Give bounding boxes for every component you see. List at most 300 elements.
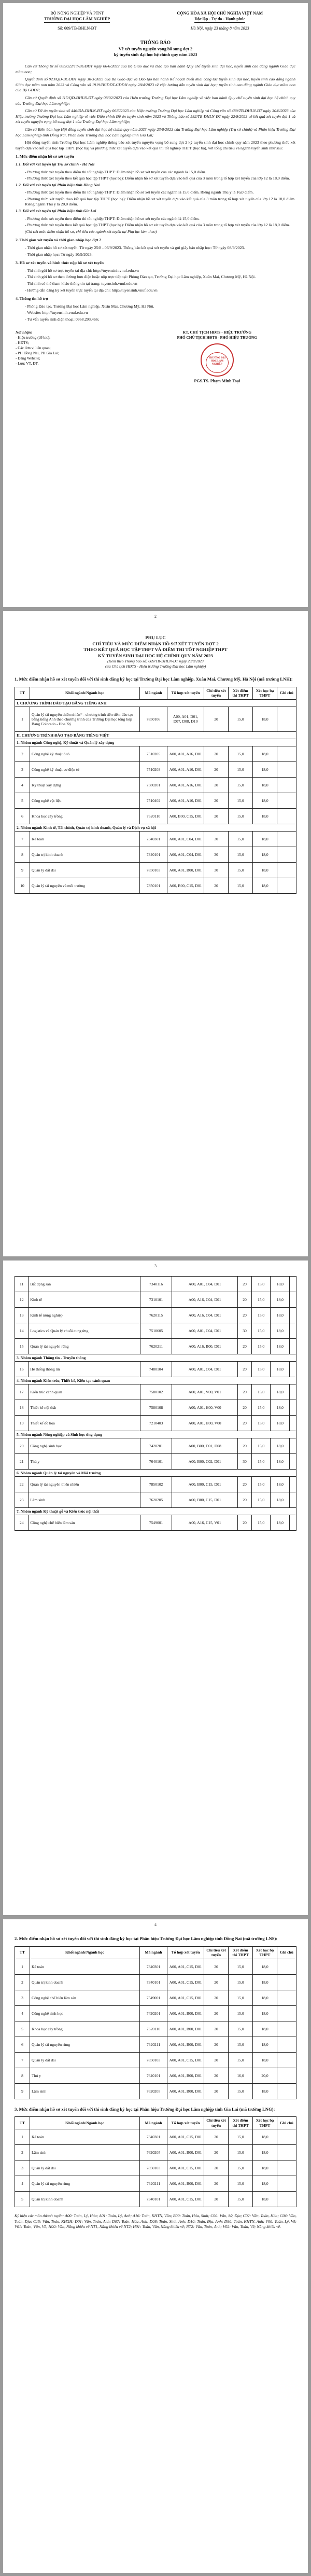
row-number: 9	[15, 2083, 30, 2099]
row-number: 1	[15, 2129, 30, 2145]
min-score-transcript: 18,0	[253, 2176, 277, 2192]
major-name: Quản lý tài nguyên và môi trường	[30, 878, 140, 893]
subject-combination: A00, A01, C04, D01	[167, 847, 204, 862]
min-score-transcript: 18,0	[253, 761, 277, 777]
major-code: 7310101	[140, 1292, 172, 1308]
table-header-row	[15, 687, 296, 699]
column-header: Khối ngành/Ngành học	[30, 1946, 140, 1959]
major-code: 7620110	[140, 2021, 167, 2037]
major-code: 7640101	[140, 2068, 167, 2083]
min-score-transcript: 18,0	[271, 1454, 290, 1470]
major-code: 7580201	[140, 777, 167, 793]
row-number: 3	[15, 1990, 30, 2005]
min-score-transcript: 18,0	[253, 793, 277, 808]
table-group-row	[15, 1508, 296, 1515]
annex-page-3	[3, 1261, 308, 1915]
group-heading: 1. Nhóm ngành Công nghệ, Kỹ thuật và Quản lý xây dựng	[15, 739, 296, 746]
major-code: 7340101	[140, 2192, 167, 2207]
min-score-exam: 15,0	[229, 847, 253, 862]
recipient-item: - HĐTS;	[16, 340, 29, 345]
quota: 20	[238, 1292, 251, 1308]
table-row	[15, 1292, 296, 1308]
table-group-row	[15, 1470, 296, 1477]
list-item: - Phương thức xét tuyển theo điểm thi tốt nghiệp THPT: Điểm nhận hồ sơ xét tuyển của các ngành là 15,0 điểm.	[25, 169, 206, 174]
list-item: - Phương thức xét tuyển theo điểm thi tốt nghiệp THPT: Điểm nhận hồ sơ xét tuyển các ngành là 15,0 điểm. Riêng ngành Thú y là 16,0 điểm.	[25, 190, 254, 195]
min-score-transcript: 18,0	[253, 2083, 277, 2099]
major-name: Thú y	[30, 2068, 140, 2083]
min-score-transcript: 18,0	[253, 2129, 277, 2145]
table-row	[15, 1308, 296, 1323]
major-name: Quản lý đất đai	[30, 2052, 140, 2068]
major-code: 7620211	[140, 2037, 167, 2052]
major-name: Kế toán	[30, 2129, 140, 2145]
subject-combination: A00, A01, B00, D01	[167, 2176, 204, 2192]
subject-combination: A00, A16, C04, D01	[172, 1308, 237, 1323]
section-heading: 4. Thông tin hỗ trợ	[16, 296, 48, 301]
subject-combination: A00, A01, B00, D01	[167, 2083, 204, 2099]
quota: 20	[238, 1339, 251, 1354]
min-score-exam: 15,0	[251, 1384, 271, 1400]
min-score-transcript: 18,0	[253, 2052, 277, 2068]
annex-reference: của Chủ tịch HĐTS - Hiệu trưởng Trường Đại học Lâm nghiệp)	[105, 664, 206, 669]
min-score-transcript: 18,0	[253, 808, 277, 824]
subject-combination: A00, A16, C15, V01	[172, 1515, 237, 1531]
quota: 20	[204, 746, 229, 761]
table-row	[15, 2192, 296, 2207]
subject-combination: A00, A16, C04, D01	[172, 1292, 237, 1308]
major-name: Kỹ thuật xây dựng	[30, 777, 140, 793]
major-name: Quản trị kinh doanh	[30, 847, 140, 862]
table-row	[15, 2083, 296, 2099]
subject-combination: A00, A01, B00, D01	[167, 2021, 204, 2037]
quota: 20	[204, 2145, 229, 2160]
list-item: - Thời gian nhận hồ sơ xét tuyển: Từ ngày 25/8 - 06/9/2023. Thông báo kết quả xét tuyển và gửi giấy báo nhập học: Từ ngày 08/9/2023.	[25, 245, 245, 251]
min-score-transcript: 18,0	[271, 1323, 290, 1339]
min-score-exam: 15,0	[229, 1959, 253, 1974]
quota: 20	[238, 1384, 251, 1400]
major-name: Công nghệ chế biến lâm sản	[29, 1515, 140, 1531]
quota: 20	[204, 2005, 229, 2021]
min-score-transcript: 18,0	[271, 1492, 290, 1508]
note-cell	[290, 1362, 296, 1377]
row-number: 14	[15, 1323, 29, 1339]
major-code: 7620211	[140, 1339, 172, 1354]
subject-combination: A00, A01, C15, D01	[167, 1959, 204, 1974]
major-code: 7620205	[140, 1492, 172, 1508]
quota: 20	[238, 1308, 251, 1323]
quota: 20	[204, 793, 229, 808]
min-score-exam: 15,0	[229, 2052, 253, 2068]
note-cell	[277, 1974, 296, 1990]
table-row	[15, 1339, 296, 1354]
min-score-exam: 15,0	[229, 2129, 253, 2145]
subject-combination: A00, B00, C15, D01	[172, 1477, 237, 1492]
note-cell	[277, 847, 296, 862]
major-name: Hệ thống thông tin	[29, 1362, 140, 1377]
table-row	[15, 862, 296, 878]
annex-reference: (Chi tiết mức điểm nhận hồ sơ, chỉ tiêu các ngành xét tuyển tại Phụ lục kèm theo)	[25, 229, 157, 234]
min-score-exam: 15,0	[229, 2021, 253, 2037]
section-heading: 2. Thời gian xét tuyển và thời gian nhập học đợt 2	[16, 238, 102, 243]
min-score-exam: 15,0	[229, 1990, 253, 2005]
notice-subtitle-1: Về xét tuyển nguyện vọng bổ sung đợt 2	[118, 47, 193, 51]
annex-line: THEO KẾT QUẢ HỌC TẬP THPT VÀ ĐIỂM THI TỐT NGHIỆP THPT	[83, 647, 228, 652]
table-row	[15, 1974, 296, 1990]
table-row	[15, 1477, 296, 1492]
admission-table-dong-nai	[15, 1946, 296, 2099]
major-code: 7620110	[140, 808, 167, 824]
min-score-exam: 15,0	[229, 761, 253, 777]
row-number: 4	[15, 777, 30, 793]
subject-combination: A00, A01, B00, D01	[167, 2005, 204, 2021]
table-group-row	[15, 739, 296, 746]
note-cell	[277, 2176, 296, 2192]
major-code: 7850106	[140, 707, 167, 731]
min-score-transcript: 18,0	[271, 1277, 290, 1292]
document-number: Số: 609/TB-ĐHLN-ĐT	[58, 26, 97, 31]
major-code: 7420201	[140, 1438, 172, 1454]
major-name: Công nghệ vật liệu	[30, 793, 140, 808]
major-code: 7340101	[140, 1974, 167, 1990]
min-score-exam: 15,0	[251, 1362, 271, 1377]
intro-paragraph: Hội đồng tuyển sinh Trường Đại học Lâm nghiệp thông báo xét tuyển nguyện vọng bổ sung đợt 2 kỳ tuyển sinh đại học chính quy năm 2023 theo phương thức xét tuyển dựa vào kết quả học tập THPT (học bạ) và phương thức xét tuyển dựa vào kết quả thi tốt nghiệp THPT (học bạ), với tổng chỉ tiêu và ngành tuyển sinh như sau:	[16, 140, 295, 150]
row-number: 2	[15, 746, 30, 761]
min-score-transcript: 18,0	[253, 1974, 277, 1990]
min-score-transcript: 20,0	[253, 2068, 277, 2083]
page-number: 4	[154, 1922, 157, 1927]
note-cell	[277, 862, 296, 878]
min-score-transcript: 18,0	[253, 2192, 277, 2207]
subject-combination: A00, A01, B00, D01	[167, 2068, 204, 2083]
quota: 20	[238, 1515, 251, 1531]
note-cell	[277, 2145, 296, 2160]
quota: 20	[204, 2021, 229, 2037]
table-group-row	[15, 824, 296, 831]
subsection-heading: 1.1. Đối với xét tuyển tại Trụ sở chính - Hà Nội	[16, 161, 95, 167]
quota: 20	[238, 1438, 251, 1454]
min-score-exam: 15,0	[251, 1454, 271, 1470]
note-cell	[290, 1492, 296, 1508]
quota: 20	[204, 2037, 229, 2052]
table-row	[15, 2145, 296, 2160]
admission-table-main-campus-cont	[15, 1276, 296, 1531]
min-score-exam: 16,0	[229, 2068, 253, 2083]
recipient-item: - Các đơn vị liên quan;	[16, 345, 51, 350]
column-header: TT	[15, 687, 30, 699]
min-score-transcript: 18,0	[253, 2005, 277, 2021]
note-cell	[290, 1438, 296, 1454]
table-row	[15, 1438, 296, 1454]
list-item: - Hướng dẫn đăng ký xét tuyển trực tuyến tại địa chỉ: http://tuyensinh.vnuf.edu.vn	[25, 287, 158, 293]
major-name: Quản lý tài nguyên rừng	[30, 2176, 140, 2192]
column-header: Chỉ tiêu xét tuyển	[204, 687, 229, 699]
table-row	[15, 2052, 296, 2068]
note-cell	[277, 2005, 296, 2021]
row-number: 19	[15, 1416, 29, 1431]
table-row	[15, 1990, 296, 2005]
major-code: 7340301	[140, 1959, 167, 1974]
page-number: 2	[154, 614, 157, 619]
major-code: 7620205	[140, 2145, 167, 2160]
major-name: Lâm sinh	[30, 2083, 140, 2099]
table-row	[15, 746, 296, 761]
min-score-exam: 15,0	[229, 2192, 253, 2207]
note-cell	[277, 761, 296, 777]
column-header: Xét điểm thi THPT	[229, 2117, 253, 2129]
min-score-exam: 15,0	[251, 1277, 271, 1292]
note-cell	[290, 1400, 296, 1416]
note-cell	[290, 1454, 296, 1470]
annex-line: CHỈ TIÊU VÀ MỨC ĐIỂM NHẬN HỒ SƠ XÉT TUYỂN ĐỢT 2	[92, 641, 219, 646]
major-name: Quản lý tài nguyên rừng	[30, 2037, 140, 2052]
table-row	[15, 1959, 296, 1974]
note-cell	[290, 1308, 296, 1323]
note-cell	[277, 2192, 296, 2207]
subject-combination: A00, A01, H00, V00	[172, 1416, 237, 1431]
min-score-exam: 15,0	[229, 1974, 253, 1990]
major-code: 7850103	[140, 862, 167, 878]
min-score-transcript: 18,0	[271, 1362, 290, 1377]
subject-combination: A00, B00, D01, D08	[172, 1438, 237, 1454]
legal-basis: Căn cứ Đề án tuyển sinh số 446/ĐA-ĐHLN-ĐT ngày 06/6/2023 của Hiệu trưởng Trường Đại học Lâm nghiệp và Công văn số 489/TB-ĐHLN-ĐT ngày 30/6/2023 của Hiệu trưởng Trường Đại học Lâm nghiệp về việc Điều chỉnh Đề án tuyển sinh năm 2023 và Thông báo số 582/TB-ĐHLN-ĐT ngày 22/8/2023 về kết quả xét tuyển đợt 1 và xét tuyển nguyện vọng bổ sung đợt 1 của Trường Đại học Lâm nghiệp;	[16, 108, 295, 124]
subsection-heading: 1.2. Đối với xét tuyển tại Phân hiệu tỉnh Đồng Nai	[16, 182, 100, 187]
column-header: Xét điểm thi THPT	[229, 1946, 253, 1959]
group-heading: 7. Nhóm ngành Kỹ thuật gỗ và Kiến trúc nội thất	[15, 1508, 296, 1515]
quota: 20	[238, 1362, 251, 1377]
major-name: Thiết kế đồ họa	[29, 1416, 140, 1431]
min-score-exam: 15,0	[229, 793, 253, 808]
min-score-exam: 15,0	[251, 1492, 271, 1508]
note-cell	[290, 1416, 296, 1431]
row-number: 1	[15, 707, 30, 731]
list-item: - Tư vấn tuyển sinh điện thoại: 0968.293.466;	[25, 316, 99, 322]
subject-combination: A00, A01, C04, D01	[172, 1323, 237, 1339]
major-name: Quản lý tài nguyên rừng	[29, 1339, 140, 1354]
row-number: 20	[15, 1438, 29, 1454]
major-name: Kiến trúc cảnh quan	[29, 1384, 140, 1400]
major-name: Quản trị kinh doanh	[30, 1974, 140, 1990]
subject-combination: A00, A01, A16, D01	[167, 777, 204, 793]
major-name: Logistics và Quản lý chuỗi cung ứng	[29, 1323, 140, 1339]
row-number: 12	[15, 1292, 29, 1308]
row-number: 2	[15, 1974, 30, 1990]
row-number: 5	[15, 2192, 30, 2207]
table-2-title: 2. Mức điểm nhận hồ sơ xét tuyển đối với thí sinh đăng ký học tại Phân hiệu Trường Đại học Lâm nghiệp tỉnh Đồng Nai (mã trường LNS):	[15, 1936, 278, 1941]
column-header: Mã ngành	[140, 1946, 167, 1959]
min-score-transcript: 18,0	[271, 1477, 290, 1492]
column-header: Ghi chú	[277, 1946, 296, 1959]
note-cell	[277, 2052, 296, 2068]
column-header: Mã ngành	[140, 687, 167, 699]
list-item: - Phương thức xét tuyển theo kết quả học tập THPT (học bạ): Điểm nhận hồ sơ xét tuyển dựa vào kết quả của 3 môn trong tổ hợp xét tuyển của lớp 12 là 18,0 điểm.	[25, 176, 290, 181]
column-header: Khối ngành/Ngành học	[30, 687, 140, 699]
row-number: 1	[15, 1959, 30, 1974]
table-row	[15, 1492, 296, 1508]
row-number: 23	[15, 1492, 29, 1508]
notice-subtitle-2: kỳ tuyển sinh đại học hệ chính quy năm 2023	[114, 52, 197, 57]
table-row	[15, 1454, 296, 1470]
note-cell	[277, 878, 296, 893]
column-header: Chỉ tiêu xét tuyển	[204, 2117, 229, 2129]
min-score-exam: 15,0	[229, 2145, 253, 2160]
row-number: 10	[15, 878, 30, 893]
subject-combination: A00, B00, C15, D01	[167, 878, 204, 893]
table-header-row	[15, 2117, 296, 2129]
major-code: 7620205	[140, 2083, 167, 2099]
row-number: 6	[15, 808, 30, 824]
table-row	[15, 847, 296, 862]
row-number: 18	[15, 1400, 29, 1416]
table-row	[15, 878, 296, 893]
table-3-title: 3. Mức điểm nhận hồ sơ xét tuyển đối với thí sinh đăng ký học tại Phân hiệu Trường Đại học Lâm nghiệp tỉnh Gia Lai (mã trường LNG):	[15, 2106, 275, 2112]
major-code: 7340301	[140, 831, 167, 847]
min-score-transcript: 18,0	[253, 2160, 277, 2176]
annex-page-4	[3, 1919, 308, 2573]
note-cell	[277, 1959, 296, 1974]
row-number: 22	[15, 1477, 29, 1492]
major-name: Khoa học cây trồng	[30, 2021, 140, 2037]
column-header: Khối ngành/Ngành học	[30, 2117, 140, 2129]
country-name: CỘNG HÒA XÃ HỘI CHỦ NGHĨA VIỆT NAM	[177, 11, 263, 16]
quota: 20	[204, 2160, 229, 2176]
table-row	[15, 707, 296, 731]
min-score-exam: 15,0	[229, 2005, 253, 2021]
legal-basis: Quyết định số 923/QĐ-BGDĐT ngày 30/3/2023 của Bộ Giáo dục và Đào tạo ban hành Kế hoạch triển khai công tác tuyển sinh đại học, tuyển sinh cao đẳng ngành Giáo dục mầm non năm 2023 và Công văn số 1919/BGDĐT-GDĐH ngày 28/4/2023 về việc hướng dẫn tuyển sinh đại học; tuyển sinh cao đẳng ngành Giáo dục mầm non của Bộ GDĐT;	[16, 77, 295, 93]
major-name: Công nghệ sinh học	[29, 1438, 140, 1454]
legal-basis: Căn cứ Quyết định số 115/QĐ-ĐHLN-ĐT ngày 08/02/2023 của Hiệu trưởng Trường Đại học Lâm nghiệp về việc ban hành Quy chế tuyển sinh đại học hệ chính quy của Trường Đại học Lâm nghiệp;	[16, 95, 295, 106]
recipient-item: - PH Đồng Nai, PH Gia Lai;	[16, 350, 59, 355]
major-name: Kế toán	[30, 831, 140, 847]
note-cell	[290, 1384, 296, 1400]
university-name: TRƯỜNG ĐẠI HỌC LÂM NGHIỆP	[44, 16, 110, 23]
subject-combination: A00, A01, A16, D01	[167, 793, 204, 808]
major-code: 7850102	[140, 1477, 172, 1492]
min-score-transcript: 18,0	[253, 2021, 277, 2037]
quota: 20	[204, 777, 229, 793]
table-row	[15, 2160, 296, 2176]
column-header: Tổ hợp xét tuyển	[167, 1946, 204, 1959]
seal-text: TRƯỜNG ĐẠI HỌC LÂM NGHIỆP	[206, 352, 229, 373]
row-number: 4	[15, 2176, 30, 2192]
row-number: 17	[15, 1384, 29, 1400]
row-number: 15	[15, 1339, 29, 1354]
table-row	[15, 1416, 296, 1431]
min-score-transcript: 18,0	[271, 1308, 290, 1323]
major-name: Thú y	[29, 1454, 140, 1470]
quota: 20	[204, 1959, 229, 1974]
row-number: 21	[15, 1454, 29, 1470]
min-score-transcript: 18,0	[271, 1438, 290, 1454]
quota: 20	[238, 1477, 251, 1492]
table-row	[15, 2176, 296, 2192]
place-date: Hà Nội, ngày 23 tháng 8 năm 2023	[190, 26, 249, 31]
group-heading: 4. Nhóm ngành Kiến trúc, Thiết kế, Kiến tạo cảnh quan	[15, 1377, 296, 1384]
min-score-exam: 15,0	[229, 2037, 253, 2052]
min-score-transcript: 18,0	[253, 707, 277, 731]
column-header: Xét học bạ THPT	[253, 687, 277, 699]
min-score-exam: 15,0	[251, 1515, 271, 1531]
major-name: Quản lý tài nguyên thiên nhiên	[29, 1477, 140, 1492]
row-number: 3	[15, 761, 30, 777]
notice-title: THÔNG BÁO	[140, 40, 171, 46]
legal-basis: Căn cứ Biên bản họp Hội đồng tuyển sinh đại học hệ chính quy năm 2023 ngày 23/8/2023 của Trường Đại học Lâm nghiệp (Trụ sở chính) và Phân hiệu Trường Đại học Lâm nghiệp tỉnh Đồng Nai, Phân hiệu Trường Đại học Lâm nghiệp tỉnh Gia Lai;	[16, 127, 295, 137]
row-number: 5	[15, 2021, 30, 2037]
group-heading: 3. Nhóm ngành Thông tin - Truyền thông	[15, 1354, 296, 1362]
row-number: 2	[15, 2145, 30, 2160]
row-number: 7	[15, 2052, 30, 2068]
column-header: Ghi chú	[277, 687, 296, 699]
row-number: 8	[15, 2068, 30, 2083]
group-heading: I. CHƯƠNG TRÌNH ĐÀO TẠO BẰNG TIẾNG ANH	[15, 699, 296, 707]
table-row	[15, 2021, 296, 2037]
subject-combination: A00, A01, D01, D07, D08, D10	[167, 707, 204, 731]
min-score-exam: 15,0	[229, 2176, 253, 2192]
quota: 30	[204, 847, 229, 862]
quota: 20	[238, 1416, 251, 1431]
min-score-transcript: 18,0	[253, 2145, 277, 2160]
row-number: 8	[15, 847, 30, 862]
column-header: Tổ hợp xét tuyển	[167, 2117, 204, 2129]
min-score-exam: 15,0	[251, 1477, 271, 1492]
min-score-exam: 15,0	[229, 746, 253, 761]
row-number: 24	[15, 1515, 29, 1531]
signer-name: PGS.TS. Phạm Minh Toại	[194, 378, 241, 383]
major-code: 7340301	[140, 2129, 167, 2145]
min-score-transcript: 18,0	[271, 1339, 290, 1354]
red-seal-stamp	[201, 343, 234, 377]
note-cell	[277, 2160, 296, 2176]
table-row	[15, 777, 296, 793]
major-name: Quản trị kinh doanh	[30, 2192, 140, 2207]
note-cell	[277, 746, 296, 761]
min-score-exam: 15,0	[229, 2160, 253, 2176]
major-code: 7620115	[140, 1308, 172, 1323]
min-score-exam: 15,0	[251, 1323, 271, 1339]
major-code: 7510605	[140, 1323, 172, 1339]
min-score-exam: 15,0	[229, 707, 253, 731]
major-code: 7620211	[140, 2176, 167, 2192]
quota: 20	[204, 1974, 229, 1990]
group-heading: 2. Nhóm ngành Kinh tế, Tài chính, Quản trị kinh doanh, Quản lý và Dịch vụ xã hội	[15, 824, 296, 831]
min-score-transcript: 18,0	[253, 862, 277, 878]
signer-title-2: PHÓ CHỦ TỊCH HĐTS - PHÓ HIỆU TRƯỞNG	[177, 335, 258, 340]
quota: 20	[204, 2176, 229, 2192]
quota: 20	[204, 2192, 229, 2207]
min-score-transcript: 18,0	[271, 1292, 290, 1308]
major-code: 7640101	[140, 1454, 172, 1470]
note-cell	[277, 831, 296, 847]
table-group-row	[15, 1431, 296, 1438]
table-header-row	[15, 1946, 296, 1959]
note-cell	[290, 1515, 296, 1531]
row-number: 9	[15, 862, 30, 878]
min-score-transcript: 18,0	[253, 831, 277, 847]
major-code: 7510205	[140, 746, 167, 761]
subject-combination: A00, A01, A16, D01	[167, 761, 204, 777]
subject-combination: A00, B00, C15, D01	[167, 808, 204, 824]
major-code: 7580108	[140, 1400, 172, 1416]
major-name: Khoa học cây trồng	[30, 808, 140, 824]
major-code: 7420201	[140, 2005, 167, 2021]
recipients-title: Nơi nhận:	[16, 329, 32, 335]
row-number: 11	[15, 1277, 29, 1292]
row-number: 3	[15, 2160, 30, 2176]
note-cell	[290, 1477, 296, 1492]
min-score-transcript: 18,0	[271, 1416, 290, 1431]
major-code: 7850103	[140, 2160, 167, 2176]
row-number: 13	[15, 1308, 29, 1323]
list-item: - Phương thức xét tuyển theo kết quả học tập THPT (học bạ): Điểm nhận hồ sơ xét tuyển dựa vào kết quả của 3 môn trong tổ hợp xét tuyển của lớp 12 là 18,0 điểm. Riêng ngành Thú y là 20,0 điểm.	[25, 196, 295, 207]
